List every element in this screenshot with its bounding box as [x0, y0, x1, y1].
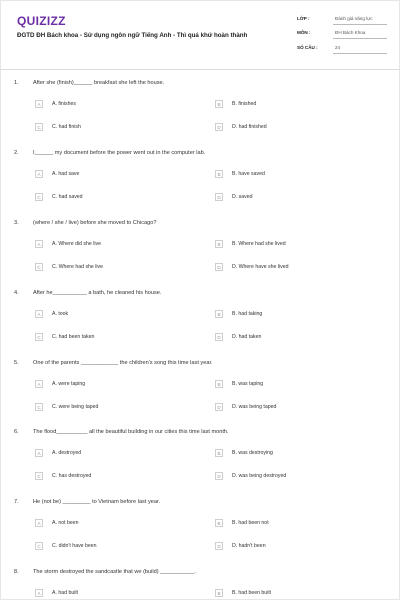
- option-letter-box: B: [215, 100, 223, 108]
- option-text: A. were taping: [52, 381, 86, 387]
- meta-label: MÔN :: [297, 30, 311, 35]
- option-letter-box: B: [215, 170, 223, 178]
- option-text: D. was being destroyed: [232, 473, 287, 479]
- option-letter-box: A: [35, 380, 43, 388]
- option-letter-box: A: [35, 170, 43, 178]
- option-text: A. had built: [52, 590, 78, 596]
- option-letter-box: D: [215, 263, 223, 271]
- worksheet-title: ĐGTD ĐH Bách khoa - Sử dụng ngôn ngữ Tiếng Anh - Thì quá khứ hoàn thành: [17, 32, 248, 39]
- option-text: C. were being taped: [52, 404, 99, 410]
- option-text: A. destroyed: [52, 450, 82, 456]
- meta-value: ĐH Bách Khoa: [335, 30, 366, 35]
- question-5: [0, 360, 400, 430]
- question-1: [0, 80, 400, 150]
- option-letter-box: A: [35, 310, 43, 318]
- option-letter-box: D: [215, 123, 223, 131]
- question-text: The flood__________ all the beautiful building in our cities this time last month.: [33, 429, 229, 435]
- option-text: D. had finished: [232, 124, 267, 130]
- question-text: After he___________ a bath, he cleaned his house.: [33, 290, 162, 296]
- option-letter-box: A: [35, 449, 43, 457]
- question-text: He (not be) _________ to Vietnam before last year.: [33, 499, 161, 505]
- option-letter-box: B: [215, 519, 223, 527]
- question-text: One of the parents ____________ the children's song this time last year.: [33, 360, 213, 366]
- option-text: C. had been taken: [52, 334, 95, 340]
- option-text: D. hadn't been: [232, 543, 266, 549]
- option-letter-box: A: [35, 519, 43, 527]
- question-number: 5.: [14, 360, 19, 366]
- option-text: D. was being taped: [232, 404, 277, 410]
- option-text: B. was taping: [232, 381, 264, 387]
- option-text: B. have saved: [232, 171, 265, 177]
- option-letter-box: D: [215, 193, 223, 201]
- question-4: [0, 290, 400, 360]
- option-letter-box: C: [35, 472, 43, 480]
- option-letter-box: D: [215, 403, 223, 411]
- question-number: 3.: [14, 220, 19, 226]
- meta-value: 24: [335, 45, 341, 50]
- question-text: I______ my document before the power went out in the computer lab.: [33, 150, 206, 156]
- option-letter-box: C: [35, 403, 43, 411]
- option-text: D. saved: [232, 194, 253, 200]
- meta-label: SỐ CÂU :: [297, 45, 318, 50]
- option-letter-box: B: [215, 449, 223, 457]
- option-text: A. not been: [52, 520, 79, 526]
- question-2: [0, 150, 400, 220]
- option-letter-box: C: [35, 123, 43, 131]
- option-letter-box: C: [35, 263, 43, 271]
- option-letter-box: D: [215, 333, 223, 341]
- option-text: B. Where had she lived: [232, 241, 286, 247]
- meta-value: Đánh giá năng lực: [335, 16, 373, 21]
- option-letter-box: A: [35, 589, 43, 597]
- option-text: A. had save: [52, 171, 80, 177]
- option-text: A. Where did she live: [52, 241, 102, 247]
- question-text: The storm destroyed the sandcastle that we (build) ___________.: [33, 569, 196, 575]
- question-number: 1.: [14, 80, 19, 86]
- option-text: B. had been not: [232, 520, 269, 526]
- option-letter-box: A: [35, 100, 43, 108]
- meta-label: LỚP :: [297, 16, 310, 21]
- option-text: B. was destroying: [232, 450, 273, 456]
- option-letter-box: C: [35, 333, 43, 341]
- question-8: [0, 569, 400, 599]
- question-6: [0, 429, 400, 499]
- option-text: A. took: [52, 311, 69, 317]
- option-letter-box: C: [35, 542, 43, 550]
- question-number: 6.: [14, 429, 19, 435]
- question-3: [0, 220, 400, 290]
- option-letter-box: D: [215, 472, 223, 480]
- option-letter-box: A: [35, 240, 43, 248]
- option-text: D. Where have she lived: [232, 264, 289, 270]
- option-text: C. had finish: [52, 124, 81, 130]
- option-text: B. finished: [232, 101, 257, 107]
- option-text: C. Where had she live: [52, 264, 104, 270]
- option-letter-box: D: [215, 542, 223, 550]
- option-letter-box: B: [215, 589, 223, 597]
- option-letter-box: B: [215, 310, 223, 318]
- quizizz-logo: QUIZIZZ: [17, 14, 66, 28]
- option-text: C. had saved: [52, 194, 83, 200]
- option-text: D. had taken: [232, 334, 262, 340]
- option-text: C. didn't have been: [52, 543, 97, 549]
- option-letter-box: C: [35, 193, 43, 201]
- question-text: After she (finish)______ breakfast she left the house.: [33, 80, 165, 86]
- question-number: 2.: [14, 150, 19, 156]
- option-letter-box: B: [215, 380, 223, 388]
- question-7: [0, 499, 400, 569]
- question-number: 4.: [14, 290, 19, 296]
- option-letter-box: B: [215, 240, 223, 248]
- question-number: 8.: [14, 569, 19, 575]
- question-number: 7.: [14, 499, 19, 505]
- option-text: A. finishes: [52, 101, 76, 107]
- option-text: B. had been built: [232, 590, 271, 596]
- option-text: B. had taking: [232, 311, 263, 317]
- option-text: C. has destroyed: [52, 473, 92, 479]
- question-text: (where / she / live) before she moved to Chicago?: [33, 220, 157, 226]
